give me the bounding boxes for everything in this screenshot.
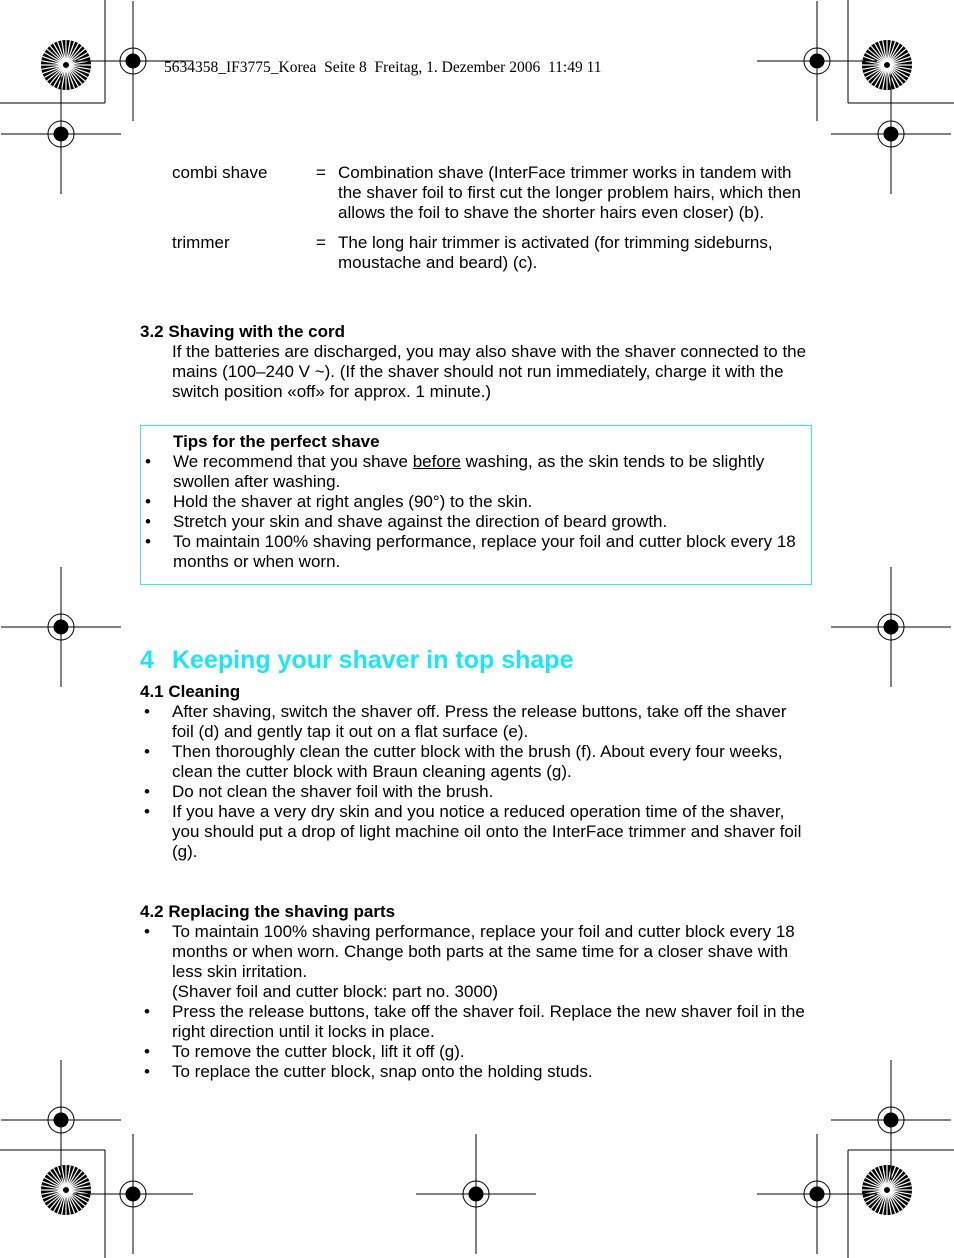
bullet: • xyxy=(145,452,151,471)
definition-combi-shave xyxy=(172,163,812,223)
item-text: Do not clean the shaver foil with the brush. xyxy=(172,782,494,801)
list-item xyxy=(141,492,811,512)
section-heading: 4.2 Replacing the shaving parts xyxy=(140,902,396,921)
bullet: • xyxy=(145,532,151,551)
tip-text: To maintain 100% shaving performance, replace your foil and cutter block every 18 months or when worn. xyxy=(173,532,796,571)
chapter-title: Keeping your shaver in top shape xyxy=(172,646,574,674)
definition-list xyxy=(172,163,812,283)
bullet: • xyxy=(144,702,150,721)
list-item xyxy=(140,1042,812,1062)
definition-text: Combination shave (InterFace trimmer works in tandem with the shaver foil to first cut the longer problem hairs, which then allows the foil to shave the shorter hairs even closer) (b). xyxy=(338,163,802,222)
equals-sign: = xyxy=(316,163,326,182)
tip-text: Hold the shaver at right angles (90°) to the skin. xyxy=(173,492,533,511)
tips-heading: Tips for the perfect shave xyxy=(173,432,380,451)
cleaning-list xyxy=(140,702,812,862)
list-item xyxy=(140,702,812,742)
item-text: To remove the cutter block, lift it off (g). xyxy=(172,1042,465,1061)
item-text: To maintain 100% shaving performance, replace your foil and cutter block every 18 months or when worn. Change both parts at the same time for a closer shave with less skin irritation. xyxy=(172,922,795,981)
bullet: • xyxy=(144,1002,150,1021)
list-item xyxy=(140,782,812,802)
equals-sign: = xyxy=(316,233,326,252)
chapter-number: 4 xyxy=(140,646,154,674)
section-body: If the batteries are discharged, you may also shave with the shaver connected to the mains (100–240 V ~). (If the shaver should not run immediately, charge it with the switch position «off» for approx. 1 minute.) xyxy=(172,342,807,401)
definition-term: combi shave xyxy=(172,163,268,182)
item-text: To replace the cutter block, snap onto the holding studs. xyxy=(172,1062,593,1081)
item-text: Press the release buttons, take off the shaver foil. Replace the new shaver foil in the right direction until it locks in place. xyxy=(172,1002,805,1041)
section-4-1 xyxy=(140,682,812,862)
list-item xyxy=(140,1062,812,1082)
tip-text: washing, as the skin tends to be slightly swollen after washing. xyxy=(173,452,765,491)
bullet: • xyxy=(144,1042,150,1061)
section-4-2 xyxy=(140,902,812,1082)
list-item xyxy=(140,1002,812,1042)
replacing-list xyxy=(140,922,812,1082)
tip-text: We recommend that you shave xyxy=(173,452,413,471)
section-3-2 xyxy=(140,322,812,402)
item-text: After shaving, switch the shaver off. Press the release buttons, take off the shaver foil (d) and gently tap it out on a flat surface (e). xyxy=(172,702,787,741)
item-text: Then thoroughly clean the cutter block with the brush (f). About every four weeks, clean the cutter block with Braun cleaning agents (g). xyxy=(172,742,783,781)
bullet: • xyxy=(144,802,150,821)
bullet: • xyxy=(144,782,150,801)
underlined-word: before xyxy=(412,452,461,471)
bullet: • xyxy=(145,492,151,511)
part-number-note: (Shaver foil and cutter block: part no. 3000) xyxy=(172,982,499,1001)
list-item xyxy=(140,742,812,782)
list-item xyxy=(140,922,812,1002)
list-item xyxy=(141,452,811,492)
section-heading: 4.1 Cleaning xyxy=(140,682,241,701)
list-item xyxy=(141,512,811,532)
tip-text: Stretch your skin and shave against the direction of beard growth. xyxy=(173,512,668,531)
definition-term: trimmer xyxy=(172,233,230,252)
tips-list xyxy=(141,452,811,572)
bullet: • xyxy=(145,512,151,531)
bullet: • xyxy=(144,1062,150,1081)
item-text: If you have a very dry skin and you notice a reduced operation time of the shaver, you should put a drop of light machine oil onto the InterFace trimmer and shaver foil (g). xyxy=(172,802,802,861)
definition-trimmer xyxy=(172,233,812,273)
definition-text: The long hair trimmer is activated (for trimming sideburns, moustache and beard) (c). xyxy=(338,233,773,272)
list-item xyxy=(140,802,812,862)
section-heading: 3.2 Shaving with the cord xyxy=(140,322,345,341)
bullet: • xyxy=(144,742,150,761)
print-slug-line: 5634358_IF3775_Korea Seite 8 Freitag, 1. Dezember 2006 11:49 11 xyxy=(164,59,602,76)
bullet: • xyxy=(144,922,150,941)
chapter-heading xyxy=(140,645,573,675)
list-item xyxy=(141,532,811,572)
tips-box xyxy=(140,425,812,585)
